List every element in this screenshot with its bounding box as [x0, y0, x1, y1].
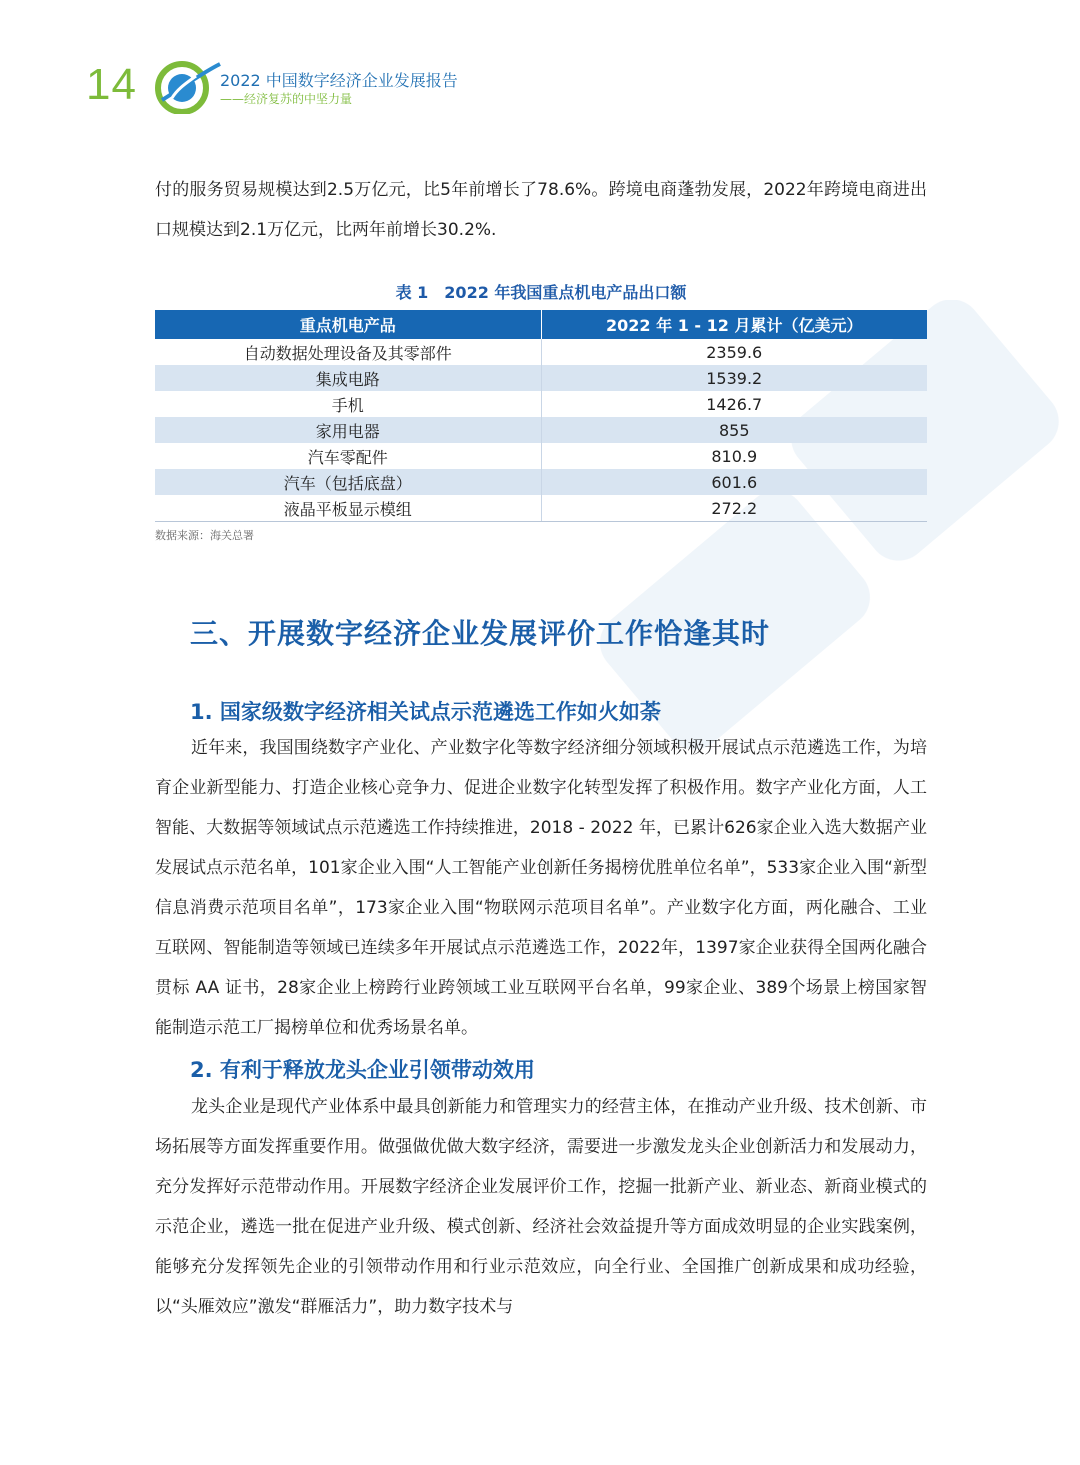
col-header-value: 2022 年 1 - 12 月累计（亿美元） — [541, 310, 927, 339]
table-row — [155, 443, 927, 469]
table-row — [155, 365, 927, 391]
intro-paragraph: 付的服务贸易规模达到2.5万亿元，比5年前增长了78.6%。跨境电商蓬勃发展，2022年跨境电商进出口规模达到2.1万亿元，比两年前增长30.2%. — [155, 180, 927, 240]
cell-value: 601.6 — [541, 469, 927, 495]
col-header-product: 重点机电产品 — [155, 310, 541, 339]
export-table — [155, 310, 927, 522]
table-row — [155, 339, 927, 365]
page-header — [80, 58, 580, 118]
table-row — [155, 417, 927, 443]
section-title: 三、开展数字经济企业发展评价工作恰逢其时 — [190, 617, 771, 650]
subsection-title-1: 1. 国家级数字经济相关试点示范遴选工作如火如荼 — [190, 700, 661, 724]
table-source-note: 数据来源：海关总署 — [155, 529, 254, 542]
cell-value: 2359.6 — [706, 342, 763, 362]
cell-value: 855 — [541, 417, 927, 443]
page-number: 14 — [86, 60, 137, 109]
cell-product: 集成电路 — [155, 365, 541, 391]
cell-product: 汽车零配件 — [155, 443, 541, 469]
table-row — [155, 469, 927, 495]
report-subtitle: ——经济复苏的中坚力量 — [220, 92, 353, 106]
cell-product: 手机 — [155, 391, 541, 417]
subsection-title-2: 2. 有利于释放龙头企业引领带动效用 — [190, 1058, 535, 1082]
cell-product: 汽车（包括底盘） — [155, 469, 541, 495]
cell-product: 家用电器 — [155, 417, 541, 443]
cell-product: 液晶平板显示模组 — [155, 495, 541, 522]
cell-value: 1539.2 — [541, 365, 927, 391]
report-title: 2022 中国数字经济企业发展报告 — [220, 71, 458, 90]
table-row — [155, 391, 927, 417]
report-logo-icon — [152, 58, 222, 114]
cell-product: 自动数据处理设备及其零部件 — [155, 339, 541, 365]
subsection-paragraph-1: 近年来，我国围绕数字产业化、产业数字化等数字经济细分领域积极开展试点示范遴选工作，为培育企业新型能力、打造企业核心竞争力、促进企业数字化转型发挥了积极作用。数字产业化方面，人工智能、大数据等领域试点示范遴选工作持续推进，2018 - 2022 年，已累计626家企业入选大数据产业发展试点示范名单，101家企业入围“人工智能产业创新任务揭榜优胜单位名单”，533家企业入围“新型信息消费示范项目名单”，173家企业入围“物联网示范项目名单”。产业数字化方面，两化融合、工业互联网、智能制造等领域已连续多年开展试点示范遴选工作，2022年，1397家企业获得全国两化融合贯标 AA 证书，28家企业上榜跨行业跨领域工业互联网平台名单，99家企业、389个场景上榜国家智能制造示范工厂揭榜单位和优秀场景名单。 — [155, 738, 927, 1038]
cell-value: 272.2 — [541, 495, 927, 522]
subsection-paragraph-2: 龙头企业是现代产业体系中最具创新能力和管理实力的经营主体，在推动产业升级、技术创新、市场拓展等方面发挥重要作用。做强做优做大数字经济，需要进一步激发龙头企业创新活力和发展动力，充分发挥好示范带动作用。开展数字经济企业发展评价工作，挖掘一批新产业、新业态、新商业模式的示范企业，遴选一批在促进产业升级、模式创新、经济社会效益提升等方面成效明显的企业实践案例，能够充分发挥领先企业的引领带动作用和行业示范效应，向全行业、全国推广创新成果和成功经验，以“头雁效应”激发“群雁活力”，助力数字技术与 — [155, 1097, 927, 1317]
table-header-row — [155, 310, 927, 339]
table-caption: 表 1 2022 年我国重点机电产品出口额 — [395, 283, 687, 302]
table-row — [155, 495, 927, 522]
cell-value: 810.9 — [711, 446, 758, 466]
cell-value: 1426.7 — [706, 394, 763, 414]
